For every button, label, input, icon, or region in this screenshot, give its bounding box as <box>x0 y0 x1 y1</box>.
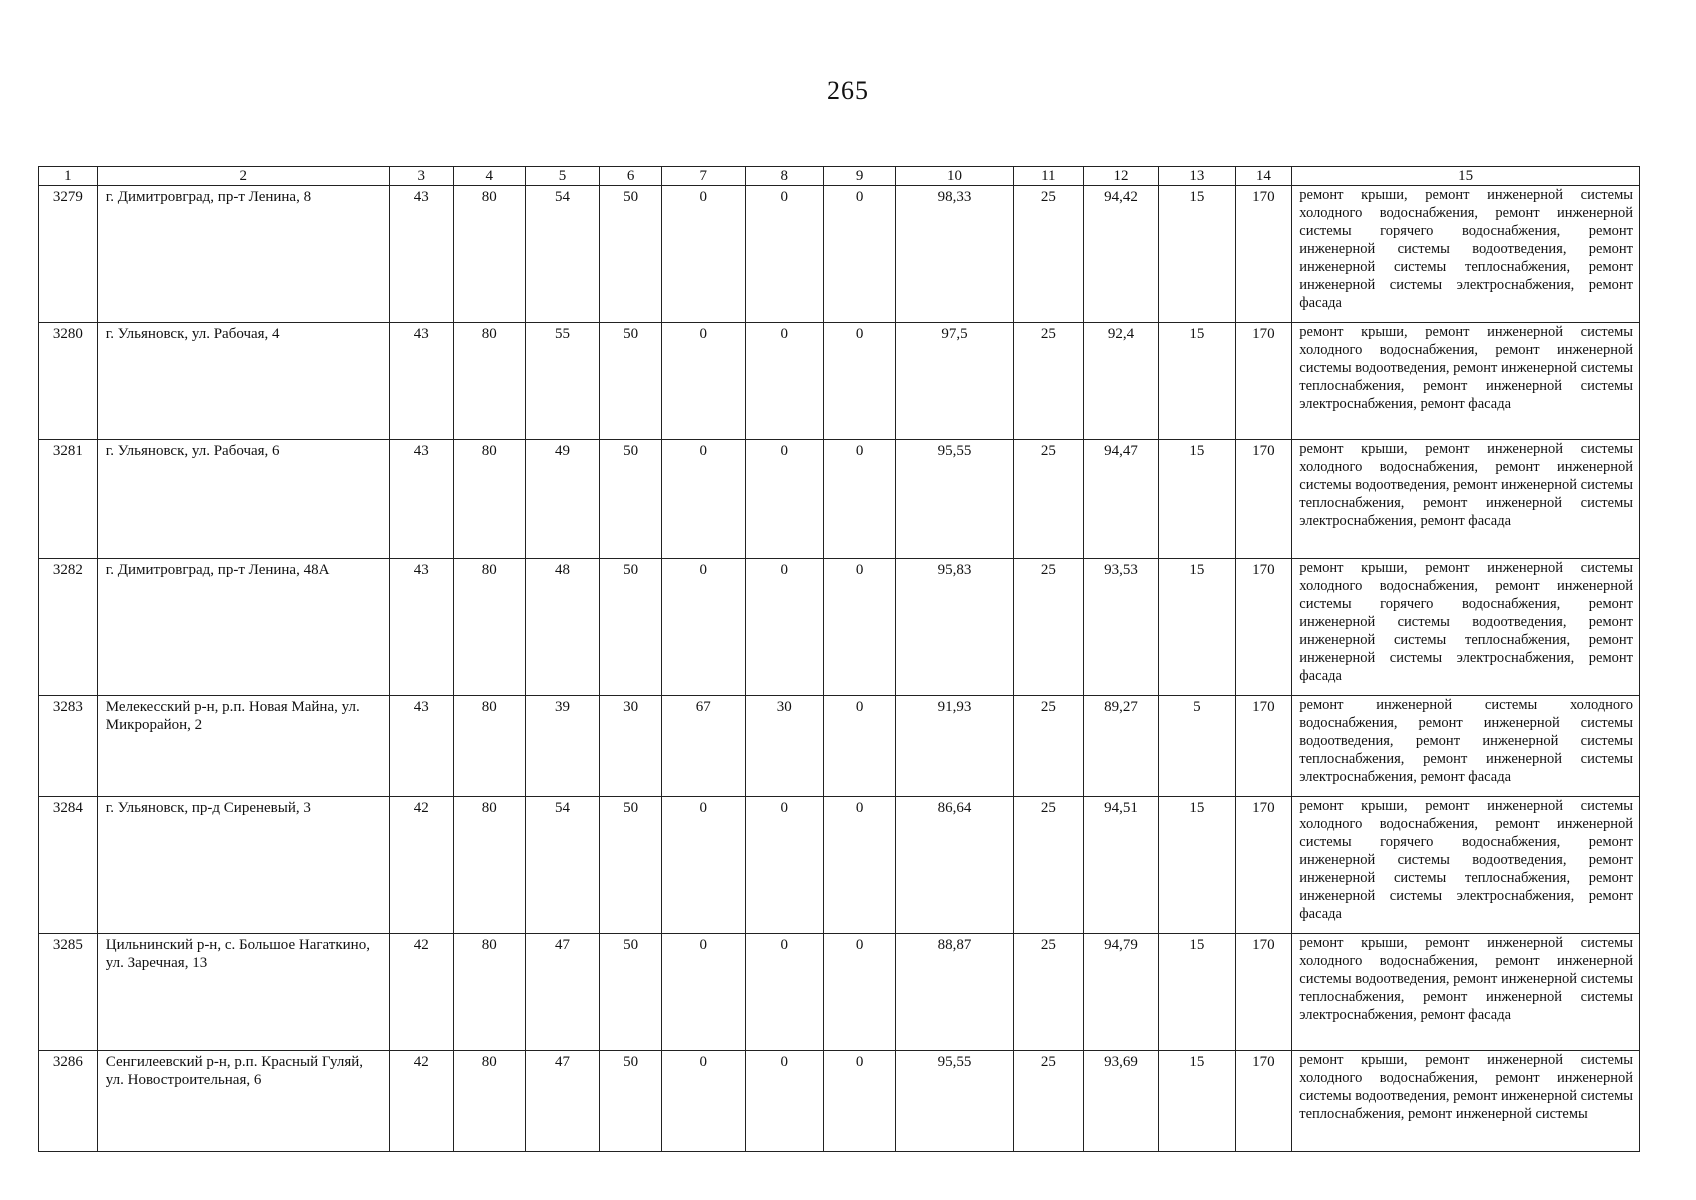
cell-col8: 0 <box>745 440 823 559</box>
cell-col14: 170 <box>1235 323 1292 440</box>
cell-works: ремонт крыши, ремонт инженерной системы холодного водоснабжения, ремонт инженерной системы водоотведения, ремонт инженерной системы теплоснабжения, ремонт инженерной системы <box>1292 1051 1640 1152</box>
repair-register-table <box>38 166 1640 1152</box>
column-header: 14 <box>1235 167 1292 186</box>
cell-id: 3285 <box>39 934 98 1051</box>
cell-col12: 94,51 <box>1083 797 1158 934</box>
column-header: 3 <box>389 167 453 186</box>
register-body <box>39 186 1640 1152</box>
column-header: 15 <box>1292 167 1640 186</box>
cell-col12: 89,27 <box>1083 696 1158 797</box>
cell-col5: 47 <box>525 934 599 1051</box>
cell-col6: 50 <box>600 323 662 440</box>
column-header: 13 <box>1159 167 1235 186</box>
cell-col8: 0 <box>745 1051 823 1152</box>
cell-works: ремонт крыши, ремонт инженерной системы холодного водоснабжения, ремонт инженерной системы водоотведения, ремонт инженерной системы теплоснабжения, ремонт инженерной системы электроснабжения, ремонт фасада <box>1292 440 1640 559</box>
cell-col3: 43 <box>389 696 453 797</box>
cell-col3: 42 <box>389 797 453 934</box>
cell-col8: 0 <box>745 797 823 934</box>
cell-col3: 43 <box>389 440 453 559</box>
cell-col12: 94,79 <box>1083 934 1158 1051</box>
cell-col13: 15 <box>1159 1051 1235 1152</box>
cell-col4: 80 <box>453 186 525 323</box>
cell-col14: 170 <box>1235 696 1292 797</box>
cell-id: 3283 <box>39 696 98 797</box>
cell-col6: 50 <box>600 797 662 934</box>
cell-col14: 170 <box>1235 440 1292 559</box>
cell-col4: 80 <box>453 1051 525 1152</box>
cell-col3: 42 <box>389 934 453 1051</box>
cell-col10: 95,83 <box>896 559 1014 696</box>
column-header: 10 <box>896 167 1014 186</box>
cell-col14: 170 <box>1235 186 1292 323</box>
cell-col12: 93,69 <box>1083 1051 1158 1152</box>
cell-col14: 170 <box>1235 1051 1292 1152</box>
cell-works: ремонт крыши, ремонт инженерной системы холодного водоснабжения, ремонт инженерной системы водоотведения, ремонт инженерной системы теплоснабжения, ремонт инженерной системы электроснабжения, ремонт фасада <box>1292 934 1640 1051</box>
cell-col11: 25 <box>1013 323 1083 440</box>
cell-col10: 95,55 <box>896 1051 1014 1152</box>
cell-col4: 80 <box>453 323 525 440</box>
page-number: 265 <box>827 76 869 105</box>
cell-col5: 55 <box>525 323 599 440</box>
cell-col13: 15 <box>1159 440 1235 559</box>
table-row <box>39 797 1640 934</box>
cell-address: г. Ульяновск, пр-д Сиреневый, 3 <box>97 797 389 934</box>
cell-col6: 50 <box>600 440 662 559</box>
cell-col11: 25 <box>1013 559 1083 696</box>
cell-col10: 98,33 <box>896 186 1014 323</box>
table-row <box>39 323 1640 440</box>
cell-col7: 67 <box>662 696 746 797</box>
column-number-row <box>39 167 1640 186</box>
table-row <box>39 559 1640 696</box>
cell-col14: 170 <box>1235 934 1292 1051</box>
cell-address: г. Димитровград, пр-т Ленина, 8 <box>97 186 389 323</box>
cell-col7: 0 <box>662 934 746 1051</box>
cell-col5: 48 <box>525 559 599 696</box>
cell-col5: 54 <box>525 797 599 934</box>
cell-col11: 25 <box>1013 934 1083 1051</box>
cell-col5: 47 <box>525 1051 599 1152</box>
cell-col4: 80 <box>453 559 525 696</box>
cell-col7: 0 <box>662 186 746 323</box>
cell-works: ремонт крыши, ремонт инженерной системы холодного водоснабжения, ремонт инженерной системы горячего водоснабжения, ремонт инженерной системы водоотведения, ремонт инженерной системы теплоснабжения, ремонт инженерной системы электроснабжения, ремонт фасада <box>1292 559 1640 696</box>
cell-col4: 80 <box>453 696 525 797</box>
column-header: 8 <box>745 167 823 186</box>
cell-works: ремонт крыши, ремонт инженерной системы холодного водоснабжения, ремонт инженерной системы горячего водоснабжения, ремонт инженерной системы водоотведения, ремонт инженерной системы теплоснабжения, ремонт инженерной системы электроснабжения, ремонт фасада <box>1292 797 1640 934</box>
cell-col9: 0 <box>823 323 895 440</box>
cell-col6: 50 <box>600 1051 662 1152</box>
cell-col8: 0 <box>745 186 823 323</box>
column-header: 7 <box>662 167 746 186</box>
cell-address: Мелекесский р-н, р.п. Новая Майна, ул. Микрорайон, 2 <box>97 696 389 797</box>
cell-address: г. Ульяновск, ул. Рабочая, 6 <box>97 440 389 559</box>
cell-col11: 25 <box>1013 797 1083 934</box>
cell-col10: 88,87 <box>896 934 1014 1051</box>
column-header: 4 <box>453 167 525 186</box>
cell-col9: 0 <box>823 934 895 1051</box>
column-header: 6 <box>600 167 662 186</box>
cell-col6: 50 <box>600 934 662 1051</box>
cell-col13: 15 <box>1159 323 1235 440</box>
cell-col9: 0 <box>823 696 895 797</box>
cell-col9: 0 <box>823 559 895 696</box>
cell-col5: 54 <box>525 186 599 323</box>
column-header: 9 <box>823 167 895 186</box>
cell-col4: 80 <box>453 440 525 559</box>
cell-col6: 30 <box>600 696 662 797</box>
table-row <box>39 696 1640 797</box>
cell-id: 3281 <box>39 440 98 559</box>
cell-col9: 0 <box>823 1051 895 1152</box>
cell-col8: 0 <box>745 934 823 1051</box>
cell-col4: 80 <box>453 797 525 934</box>
cell-works: ремонт крыши, ремонт инженерной системы холодного водоснабжения, ремонт инженерной системы горячего водоснабжения, ремонт инженерной системы водоотведения, ремонт инженерной системы теплоснабжения, ремонт инженерной системы электроснабжения, ремонт фасада <box>1292 186 1640 323</box>
cell-col6: 50 <box>600 186 662 323</box>
table-row <box>39 934 1640 1051</box>
cell-col9: 0 <box>823 186 895 323</box>
cell-address: Цильнинский р-н, с. Большое Нагаткино, ул. Заречная, 13 <box>97 934 389 1051</box>
cell-works: ремонт инженерной системы холодного водоснабжения, ремонт инженерной системы водоотведения, ремонт инженерной системы теплоснабжения, ремонт инженерной системы электроснабжения, ремонт фасада <box>1292 696 1640 797</box>
cell-col7: 0 <box>662 1051 746 1152</box>
cell-address: г. Ульяновск, ул. Рабочая, 4 <box>97 323 389 440</box>
cell-col3: 42 <box>389 1051 453 1152</box>
cell-col12: 94,42 <box>1083 186 1158 323</box>
cell-col12: 92,4 <box>1083 323 1158 440</box>
column-header: 2 <box>97 167 389 186</box>
cell-col3: 43 <box>389 186 453 323</box>
cell-col8: 0 <box>745 323 823 440</box>
cell-works: ремонт крыши, ремонт инженерной системы холодного водоснабжения, ремонт инженерной системы водоотведения, ремонт инженерной системы теплоснабжения, ремонт инженерной системы электроснабжения, ремонт фасада <box>1292 323 1640 440</box>
cell-col12: 93,53 <box>1083 559 1158 696</box>
cell-col10: 86,64 <box>896 797 1014 934</box>
cell-col5: 49 <box>525 440 599 559</box>
cell-col14: 170 <box>1235 559 1292 696</box>
column-header: 1 <box>39 167 98 186</box>
cell-col13: 15 <box>1159 186 1235 323</box>
cell-col11: 25 <box>1013 440 1083 559</box>
table-row <box>39 440 1640 559</box>
column-header: 11 <box>1013 167 1083 186</box>
cell-col9: 0 <box>823 440 895 559</box>
cell-col11: 25 <box>1013 186 1083 323</box>
cell-col7: 0 <box>662 323 746 440</box>
cell-col11: 25 <box>1013 1051 1083 1152</box>
cell-id: 3279 <box>39 186 98 323</box>
cell-col14: 170 <box>1235 797 1292 934</box>
cell-col9: 0 <box>823 797 895 934</box>
cell-id: 3280 <box>39 323 98 440</box>
cell-col6: 50 <box>600 559 662 696</box>
cell-col10: 91,93 <box>896 696 1014 797</box>
cell-col12: 94,47 <box>1083 440 1158 559</box>
cell-col13: 5 <box>1159 696 1235 797</box>
cell-id: 3284 <box>39 797 98 934</box>
cell-id: 3286 <box>39 1051 98 1152</box>
cell-col5: 39 <box>525 696 599 797</box>
cell-col7: 0 <box>662 559 746 696</box>
cell-col11: 25 <box>1013 696 1083 797</box>
cell-col7: 0 <box>662 440 746 559</box>
cell-col3: 43 <box>389 323 453 440</box>
cell-col13: 15 <box>1159 934 1235 1051</box>
cell-col4: 80 <box>453 934 525 1051</box>
cell-id: 3282 <box>39 559 98 696</box>
table-row <box>39 186 1640 323</box>
table-row <box>39 1051 1640 1152</box>
cell-col10: 95,55 <box>896 440 1014 559</box>
column-header: 12 <box>1083 167 1158 186</box>
cell-col13: 15 <box>1159 559 1235 696</box>
cell-col10: 97,5 <box>896 323 1014 440</box>
cell-address: г. Димитровград, пр-т Ленина, 48А <box>97 559 389 696</box>
cell-col7: 0 <box>662 797 746 934</box>
cell-col8: 0 <box>745 559 823 696</box>
cell-col13: 15 <box>1159 797 1235 934</box>
cell-col3: 43 <box>389 559 453 696</box>
column-header: 5 <box>525 167 599 186</box>
cell-address: Сенгилеевский р-н, р.п. Красный Гуляй, ул. Новостроительная, 6 <box>97 1051 389 1152</box>
cell-col8: 30 <box>745 696 823 797</box>
